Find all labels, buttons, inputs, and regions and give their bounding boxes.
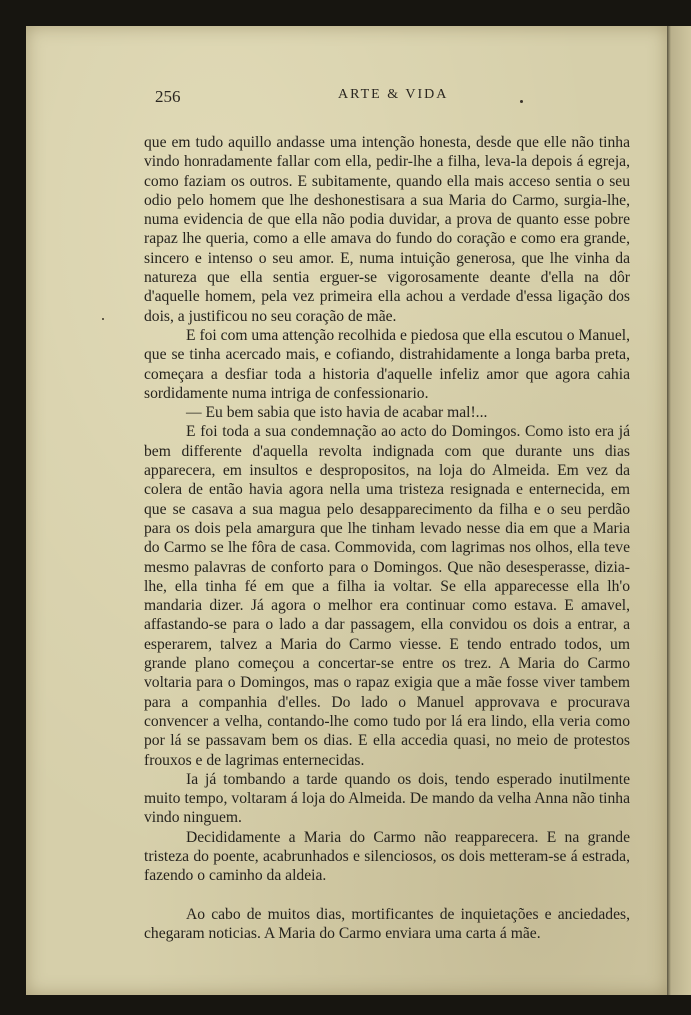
page-number: 256	[155, 87, 181, 106]
paper-speck	[102, 318, 104, 320]
dialogue-line: — Eu bem sabia que isto havia de acabar mal!...	[186, 404, 488, 422]
paragraph: que em tudo aquillo andasse uma intenção honesta, desde que elle não tinha vindo honradamente fallar com ella, pedir-lhe a filha, leva-la depois á egreja, como faziam os outros. E subitamente, quando ella mais acceso sentia o seu odio pelo homem que lhe deshonestisara a sua Maria do Carmo, surgia-lhe, numa evidencia de que ella não podia duvidar, a prova de quanto esse pobre rapaz lhe queria, como a elle amava do fundo do coração e como era grande, sincero e intenso o seu amor. E, numa intuição generosa, que lhe vinha da natureza que ella sentia erguer-se vigorosamente deante d'ella na dôr d'aquelle homem, pela vez primeira ella achou a verdade d'essa ligação dos dois, a justificou no seu coração de mãe.	[144, 134, 630, 325]
paragraph: Decididamente a Maria do Carmo não reapparecera. E na grande tristeza do poente, acabrunhados e silenciosos, os dois metteram-se á estrada, fazendo o caminho da aldeia.	[144, 828, 630, 885]
body-text	[144, 133, 630, 943]
book-title: ARTE & VIDA	[338, 87, 449, 102]
paragraph: Ia já tombando a tarde quando os dois, tendo esperado inutilmente muito tempo, voltaram á loja do Almeida. De mando da velha Anna não tinha vindo ninguem.	[144, 770, 630, 827]
paragraph: E foi com uma attenção recolhida e piedosa que ella escutou o Manuel, que se tinha acercado mais, e cofiando, distrahidamente a longa barba preta, começara a desfiar toda a historia d'aquelle infeliz amor que agora cahia sordidamente numa intriga de confessionario.	[144, 326, 630, 402]
paragraph: E foi toda a sua condemnação ao acto do Domingos. Como isto era já bem differente d'aquella revolta indignada com que durante uns dias apparecera, em insultos e despropositos, na loja do Almeida. Em vez da colera de então havia agora nella uma tristeza resignada e enternecida, em que se casava a sua magua pelo desapparecimento da filha e o seu perdão para os dois pela amargura que lhe tinham levado nesse dia em que a Maria do Carmo se lhe fôra de casa. Commovida, com lagrimas nos olhos, ella teve mesmo palavras de conforto para o Domingos. Que não desesperasse, dizia-lhe, ella tinha fé em que a filha ia voltar. Se ella apparecesse ella lh'o mandaria dizer. Já agora o melhor era continuar como estava. E amavel, affastando-se para o lado a dar passagem, ella convidou os dois a entrar, a esperarem, talvez a Maria do Carmo viesse. E tendo entrado todos, um grande plano começou a concertar-se entre os trez. A Maria do Carmo voltaria para o Domingos, mas o rapaz exigia que a mãe fosse viver tambem para a companhia d'elles. Do lado o Manuel approvava e procurava convencer a velha, contando-lhe como tudo por lá era lindo, ella veria como por lá se passavam bem os dias. E ella accedia quasi, no meio de protestos frouxos e de lagrimas enternecidas.	[144, 423, 630, 769]
facing-page-edge	[667, 26, 691, 995]
paragraph: Ao cabo de muitos dias, mortificantes de inquietações e anciedades, chegaram noticias. A Maria do Carmo enviara uma carta á mãe.	[144, 905, 630, 942]
running-head	[155, 87, 629, 107]
